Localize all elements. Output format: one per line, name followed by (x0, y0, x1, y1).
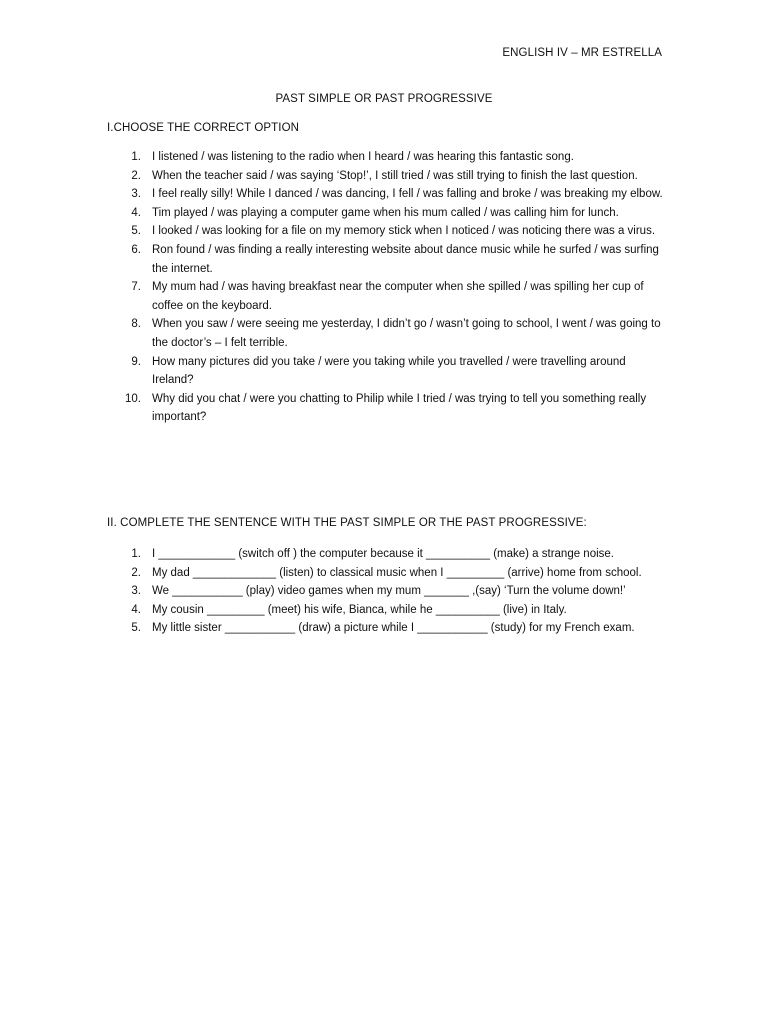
item-text: I feel really silly! While I danced / was dancing, I fell / was falling and broke / was breaking my elbow. (152, 188, 663, 201)
item-text: My cousin _________ (meet) his wife, Bianca, while he __________ (live) in Italy. (152, 603, 567, 616)
item-text: When the teacher said / was saying ‘Stop!’, I still tried / was still trying to finish the last question. (152, 169, 638, 182)
section-1-heading: I.CHOOSE THE CORRECT OPTION (107, 122, 300, 134)
list-item (0, 601, 768, 620)
item-number: 1. (131, 548, 141, 560)
list-item (0, 185, 768, 204)
item-number: 4. (131, 603, 141, 616)
item-number: 5. (131, 225, 141, 238)
list-item (0, 564, 768, 583)
item-text: Why did you chat / were you chatting to Philip while I tried / was trying to tell you something really important? (152, 392, 647, 424)
list-item (0, 315, 768, 352)
course-header: ENGLISH IV – MR ESTRELLA (502, 47, 662, 59)
item-text: When you saw / were seeing me yesterday, I didn’t go / wasn’t going to school, I went / was going to the doctor’s – I felt terrible. (152, 318, 661, 349)
item-number: 4. (131, 206, 141, 219)
item-number: 8. (131, 318, 141, 331)
item-text: My dad _____________ (listen) to classical music when I _________ (arrive) home from school. (152, 566, 642, 579)
item-number: 7. (131, 281, 141, 294)
item-text: My mum had / was having breakfast near the computer when she spilled / was spilling her cup of coffee on the keyboard. (152, 281, 644, 312)
item-text: My little sister ___________ (draw) a picture while I ___________ (study) for my French exam. (152, 622, 635, 635)
list-item (0, 619, 768, 638)
list-item (0, 390, 768, 427)
list-item (0, 353, 768, 390)
item-text: I ____________ (switch off ) the computer because it __________ (make) a strange noise. (152, 548, 614, 560)
list-item (0, 167, 768, 186)
item-number: 5. (131, 622, 141, 635)
list-item (0, 278, 768, 315)
item-text: Tim played / was playing a computer game when his mum called / was calling him for lunch. (152, 206, 619, 219)
item-number: 9. (131, 355, 141, 368)
item-number: 10. (125, 392, 141, 405)
list-item (0, 222, 768, 241)
list-item (0, 204, 768, 223)
item-number: 2. (131, 169, 141, 182)
section-2-heading: II. COMPLETE THE SENTENCE WITH THE PAST SIMPLE OR THE PAST PROGRESSIVE: (107, 517, 587, 529)
item-text: How many pictures did you take / were you taking while you travelled / were travelling around Ireland? (152, 355, 626, 387)
item-text: I listened / was listening to the radio when I heard / was hearing this fantastic song. (152, 151, 574, 163)
list-item (0, 582, 768, 601)
item-number: 3. (131, 188, 141, 201)
item-number: 1. (131, 151, 141, 163)
section-1-list (0, 148, 768, 427)
section-2-list (0, 545, 768, 638)
list-item (0, 148, 768, 167)
list-item (0, 545, 768, 564)
item-text: Ron found / was finding a really interesting website about dance music while he surfed / was surfing the internet. (152, 243, 659, 275)
item-number: 6. (131, 243, 141, 256)
item-number: 3. (131, 585, 141, 598)
item-number: 2. (131, 566, 141, 579)
list-item (0, 241, 768, 278)
page-title: PAST SIMPLE OR PAST PROGRESSIVE (275, 93, 493, 105)
item-text: We ___________ (play) video games when my mum _______ ,(say) ‘Turn the volume down!’ (152, 585, 626, 598)
item-text: I looked / was looking for a file on my memory stick when I noticed / was noticing there was a virus. (152, 225, 656, 238)
